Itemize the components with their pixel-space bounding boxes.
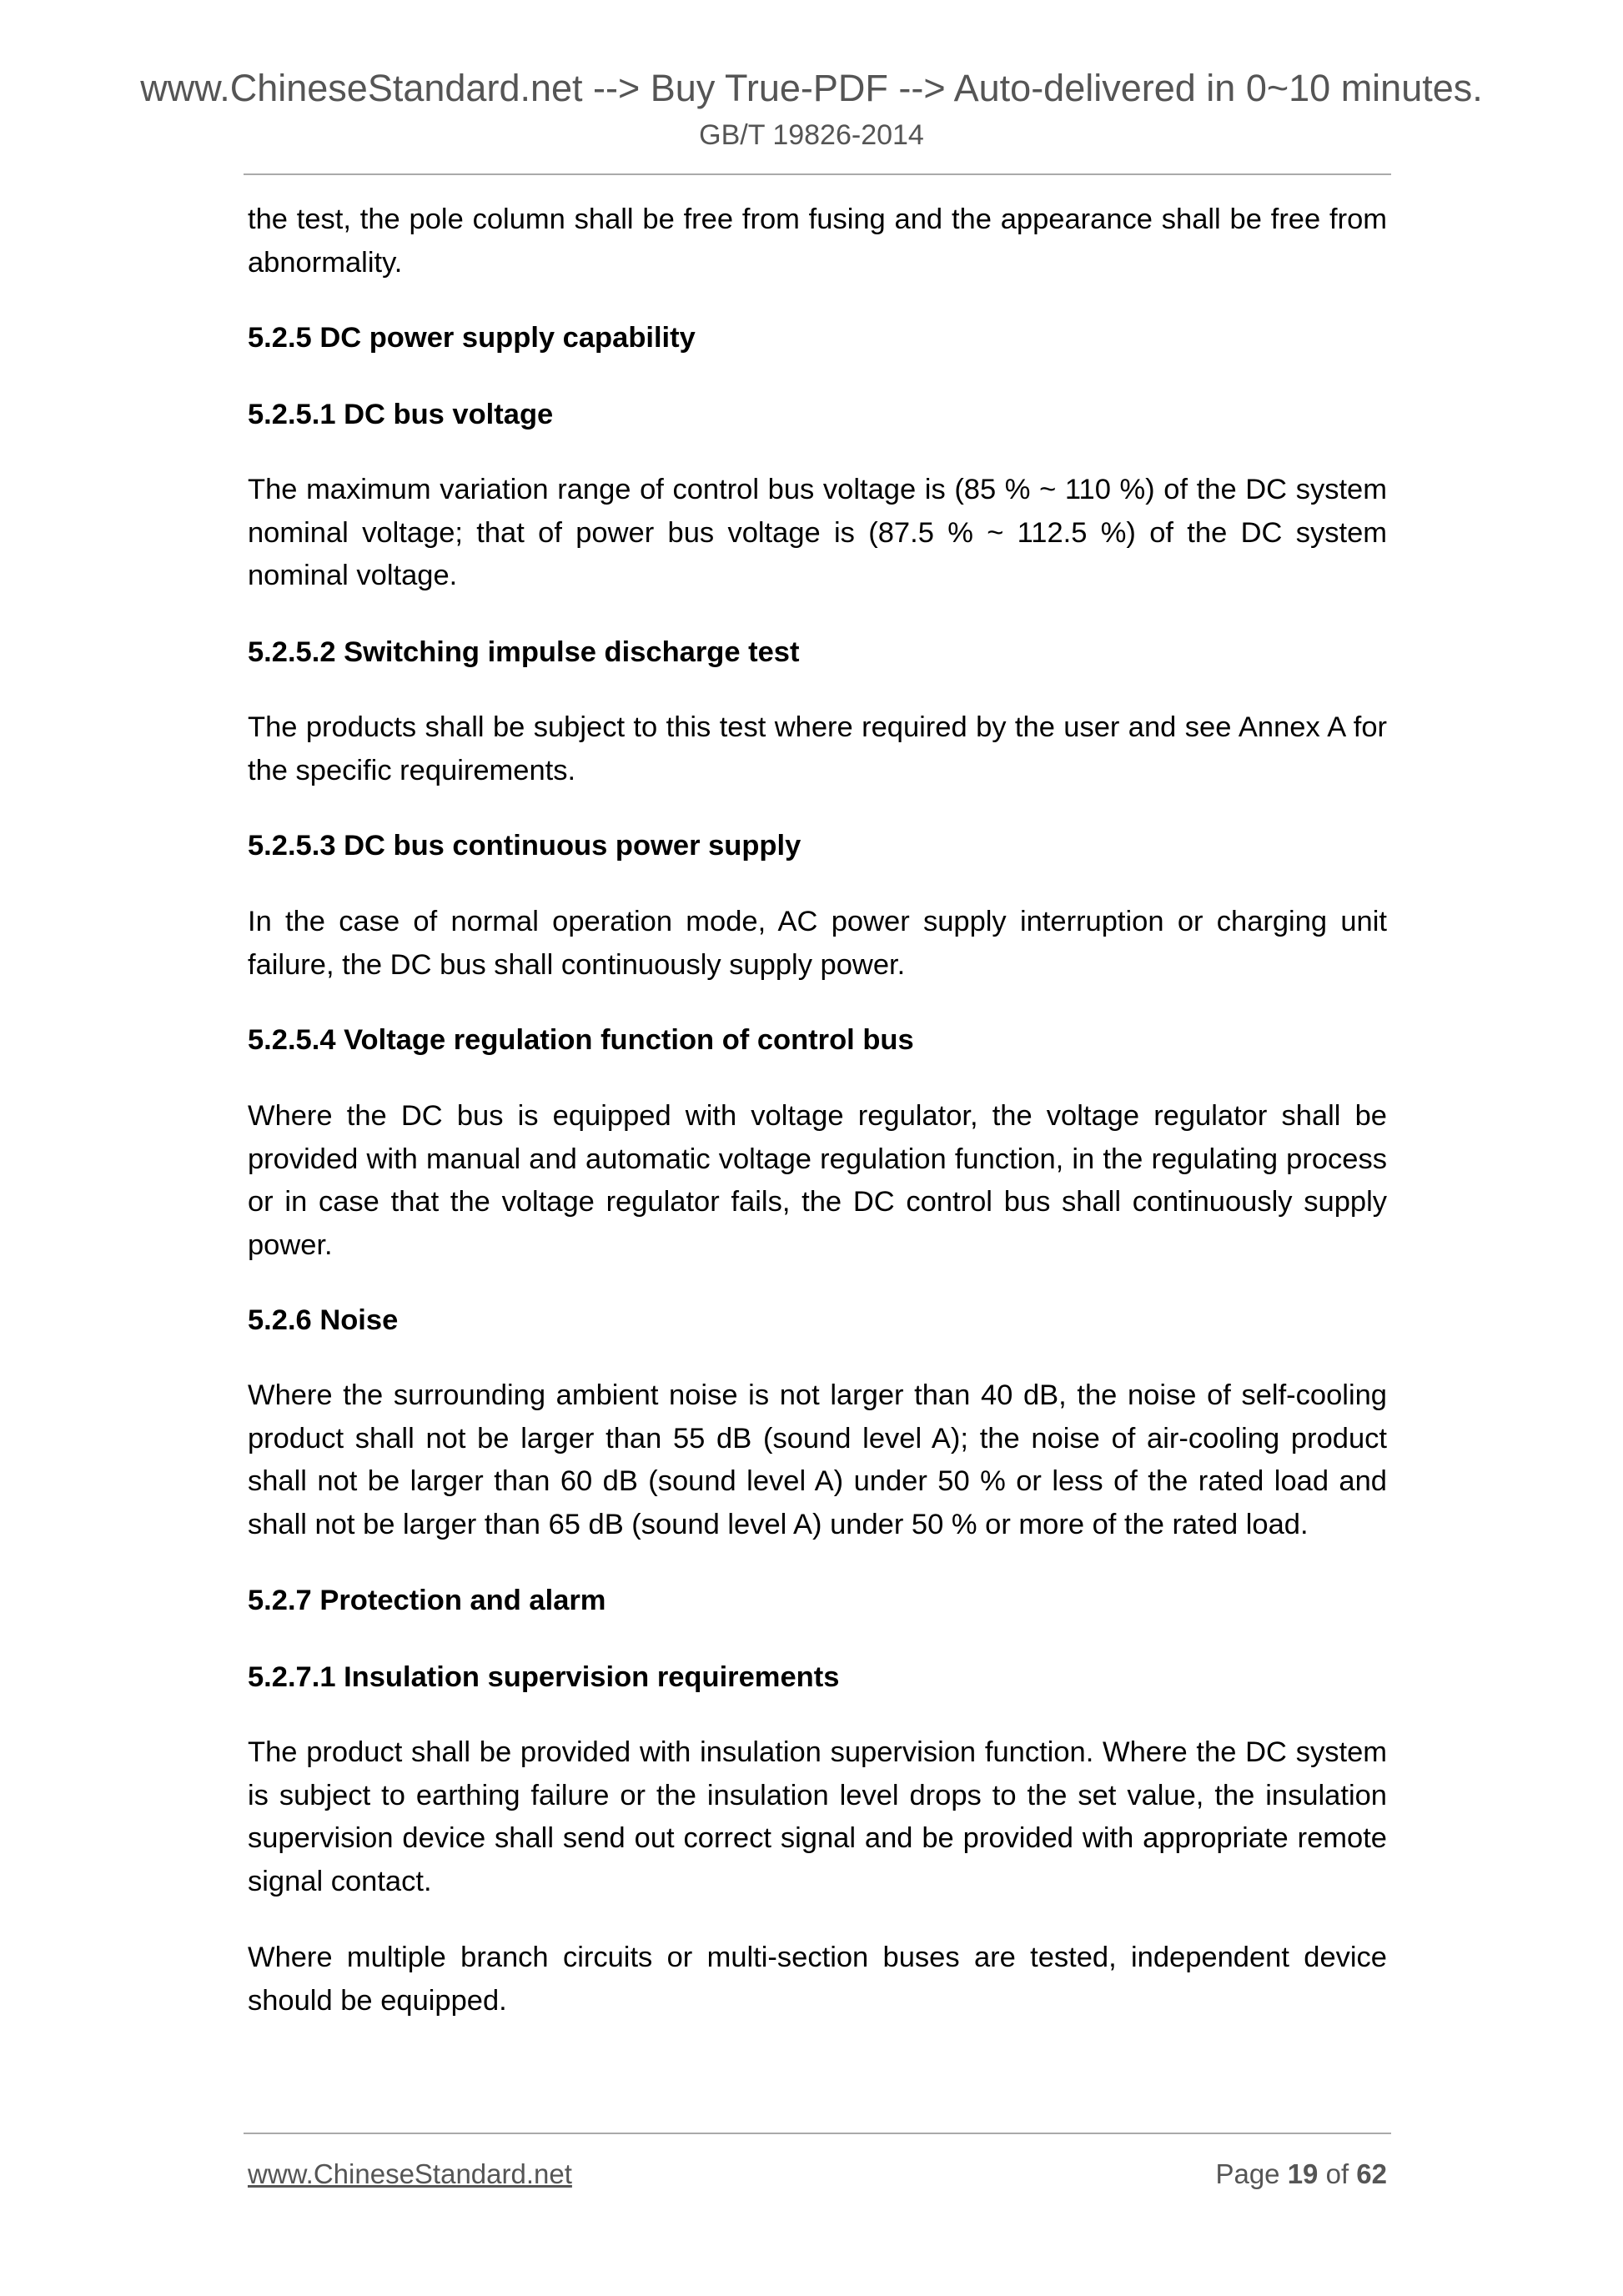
header-banner: www.ChineseStandard.net --> Buy True-PDF --> Auto-delivered in 0~10 minutes. [140, 67, 1483, 109]
paragraph: In the case of normal operation mode, AC power supply interruption or charging unit failure, the DC bus shall continuously supply power. [248, 906, 1387, 981]
section-heading: 5.2.5.2 Switching impulse discharge test [248, 636, 800, 668]
footer-site-link[interactable]: www.ChineseStandard.net [248, 2158, 572, 2189]
page-prefix: Page [1215, 2158, 1288, 2189]
section-heading: 5.2.5 DC power supply capability [248, 322, 696, 354]
standard-code: GB/T 19826-2014 [699, 119, 924, 151]
header-divider [244, 173, 1391, 175]
section-heading: 5.2.6 Noise [248, 1304, 399, 1336]
footer-divider [244, 2133, 1391, 2134]
section-heading: 5.2.5.4 Voltage regulation function of control bus [248, 1024, 914, 1056]
paragraph: The product shall be provided with insulation supervision function. Where the DC system is subject to earthing failure or the insulation level drops to the set value, the insulation supervision device shall send out correct signal and be provided with appropriate remote signal contact. [248, 1736, 1387, 1897]
current-page: 19 [1287, 2158, 1319, 2189]
section-heading: 5.2.7 Protection and alarm [248, 1585, 606, 1616]
paragraph: The products shall be subject to this test where required by the user and see Annex A for the specific requirements. [248, 711, 1387, 786]
paragraph: Where the surrounding ambient noise is not larger than 40 dB, the noise of self-cooling product shall not be larger than 55 dB (sound level A); the noise of air-cooling product shall not be larger than 60 dB (sound level A) under 50 % or less of the rated load and shall not be larger than 65 dB (sound level A) under 50 % or more of the rated load. [248, 1379, 1387, 1540]
paragraph: Where the DC bus is equipped with voltage regulator, the voltage regulator shall be provided with manual and automatic voltage regulation function, in the regulating process or in case that the voltage regulator fails, the DC control bus shall continuously supply power. [248, 1100, 1387, 1261]
paragraph: Where multiple branch circuits or multi-section buses are tested, independent device should be equipped. [248, 1942, 1387, 2017]
section-heading: 5.2.5.1 DC bus voltage [248, 399, 554, 430]
section-heading: 5.2.5.3 DC bus continuous power supply [248, 830, 801, 862]
section-heading: 5.2.7.1 Insulation supervision requirements [248, 1661, 840, 1693]
paragraph: The maximum variation range of control bus voltage is (85 % ~ 110 %) of the DC system nominal voltage; that of power bus voltage is (87.5 % ~ 112.5 %) of the DC system nominal voltage. [248, 474, 1387, 591]
paragraph: the test, the pole column shall be free from fusing and the appearance shall be free from abnormality. [248, 203, 1387, 279]
page-number [1215, 2156, 1387, 2193]
page-of: of [1318, 2158, 1357, 2189]
total-pages: 62 [1356, 2158, 1387, 2189]
